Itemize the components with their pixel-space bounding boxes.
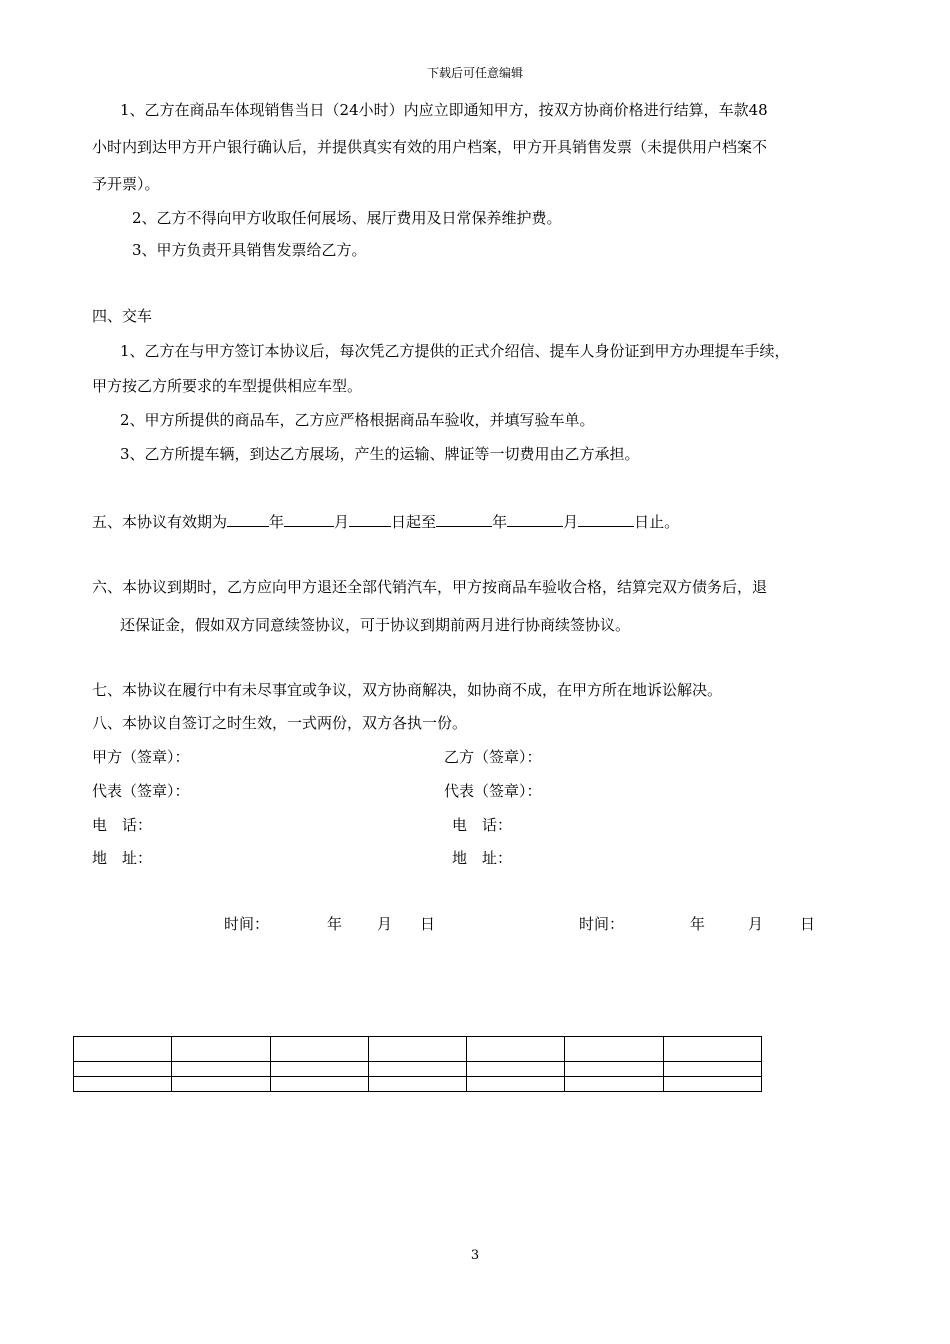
- validity-day-from: 日起至: [391, 513, 437, 531]
- party-b-date-month: 月: [748, 915, 764, 933]
- party-a-signature-label: 甲方（签章）：: [92, 748, 190, 766]
- validity-prefix: 五、本协议有效期为: [92, 513, 228, 531]
- section-4-item-1-line-2: 甲方按乙方所要求的车型提供相应车型。: [92, 377, 363, 395]
- day-blank[interactable]: [578, 511, 634, 527]
- table-cell: [368, 1037, 466, 1062]
- table-cell: [663, 1077, 761, 1092]
- table-cell: [270, 1062, 368, 1077]
- settlement-item-1-line-2: 小时内到达甲方开户银行确认后，并提供真实有效的用户档案，甲方开具销售发票（未提供用户档案不: [92, 138, 768, 156]
- page-header: 下载后可任意编辑: [426, 66, 523, 80]
- validity-day-to: 日止。: [634, 513, 680, 531]
- table-row: [74, 1077, 762, 1092]
- table-cell: [663, 1062, 761, 1077]
- party-a-date-month: 月: [377, 915, 393, 933]
- party-a-time-label: 时间：: [224, 915, 270, 933]
- table-cell: [172, 1062, 270, 1077]
- party-a-date-day: 日: [420, 915, 436, 933]
- table-cell: [172, 1077, 270, 1092]
- section-4-item-3: 3、乙方所提车辆，到达乙方展场，产生的运输、牌证等一切费用由乙方承担。: [120, 445, 640, 463]
- section-4-heading: 四、交车: [92, 307, 153, 325]
- month-blank[interactable]: [284, 511, 334, 527]
- table-cell: [467, 1062, 565, 1077]
- party-a-phone-label: 电 话：: [92, 816, 153, 834]
- section-4-item-2: 2、甲方所提供的商品车，乙方应严格根据商品车验收，并填写验车单。: [120, 411, 595, 429]
- table-cell: [663, 1037, 761, 1062]
- party-b-date-day: 日: [800, 915, 816, 933]
- table-cell: [74, 1037, 172, 1062]
- party-a-address-label: 地 址：: [92, 849, 153, 867]
- validity-month-1: 月: [334, 513, 350, 531]
- section-7: 七、本协议在履行中有未尽事宜或争议，双方协商解决，如协商不成，在甲方所在地诉讼解决。: [92, 681, 723, 699]
- table-cell: [467, 1077, 565, 1092]
- party-b-address-label: 地 址：: [452, 849, 513, 867]
- table-cell: [270, 1037, 368, 1062]
- empty-table: [73, 1036, 762, 1092]
- party-b-signature-label: 乙方（签章）：: [444, 748, 542, 766]
- table-cell: [565, 1062, 663, 1077]
- year-blank[interactable]: [227, 511, 269, 527]
- party-b-time-label: 时间：: [579, 915, 625, 933]
- section-6-line-2: 还保证金，假如双方同意续签协议，可于协议到期前两月进行协商续签协议。: [120, 616, 631, 634]
- settlement-item-1-line-1: 1、乙方在商品车体现销售当日（24小时）内应立即通知甲方，按双方协商价格进行结算，车款48: [120, 101, 768, 119]
- day-blank[interactable]: [349, 511, 391, 527]
- table-cell: [270, 1077, 368, 1092]
- page-number: 3: [470, 1248, 480, 1263]
- section-5-validity: [92, 511, 679, 532]
- party-a-representative-label: 代表（签章）：: [92, 782, 190, 800]
- party-b-date-year: 年: [690, 915, 706, 933]
- year-blank[interactable]: [436, 511, 492, 527]
- section-8: 八、本协议自签订之时生效，一式两份，双方各执一份。: [92, 714, 468, 732]
- month-blank[interactable]: [507, 511, 563, 527]
- settlement-item-3: 3、甲方负责开具销售发票给乙方。: [132, 241, 367, 259]
- table-cell: [467, 1037, 565, 1062]
- table-cell: [74, 1062, 172, 1077]
- table-cell: [565, 1037, 663, 1062]
- table-cell: [368, 1077, 466, 1092]
- table-cell: [74, 1077, 172, 1092]
- table-row: [74, 1037, 762, 1062]
- settlement-item-1-line-3: 予开票）。: [92, 175, 160, 193]
- party-b-representative-label: 代表（签章）：: [444, 782, 542, 800]
- table-cell: [368, 1062, 466, 1077]
- section-6-line-1: 六、本协议到期时，乙方应向甲方退还全部代销汽车，甲方按商品车验收合格，结算完双方债务后，退: [92, 578, 768, 596]
- table-row: [74, 1062, 762, 1077]
- validity-year-1: 年: [269, 513, 285, 531]
- validity-year-2: 年: [492, 513, 508, 531]
- settlement-item-2: 2、乙方不得向甲方收取任何展场、展厅费用及日常保养维护费。: [132, 209, 562, 227]
- section-4-item-1-line-1: 1、乙方在与甲方签订本协议后，每次凭乙方提供的正式介绍信、提车人身份证到甲方办理提车手续，: [120, 342, 790, 360]
- party-a-date-year: 年: [327, 915, 343, 933]
- party-b-phone-label: 电 话：: [452, 816, 513, 834]
- table-cell: [172, 1037, 270, 1062]
- table-cell: [565, 1077, 663, 1092]
- validity-month-2: 月: [563, 513, 579, 531]
